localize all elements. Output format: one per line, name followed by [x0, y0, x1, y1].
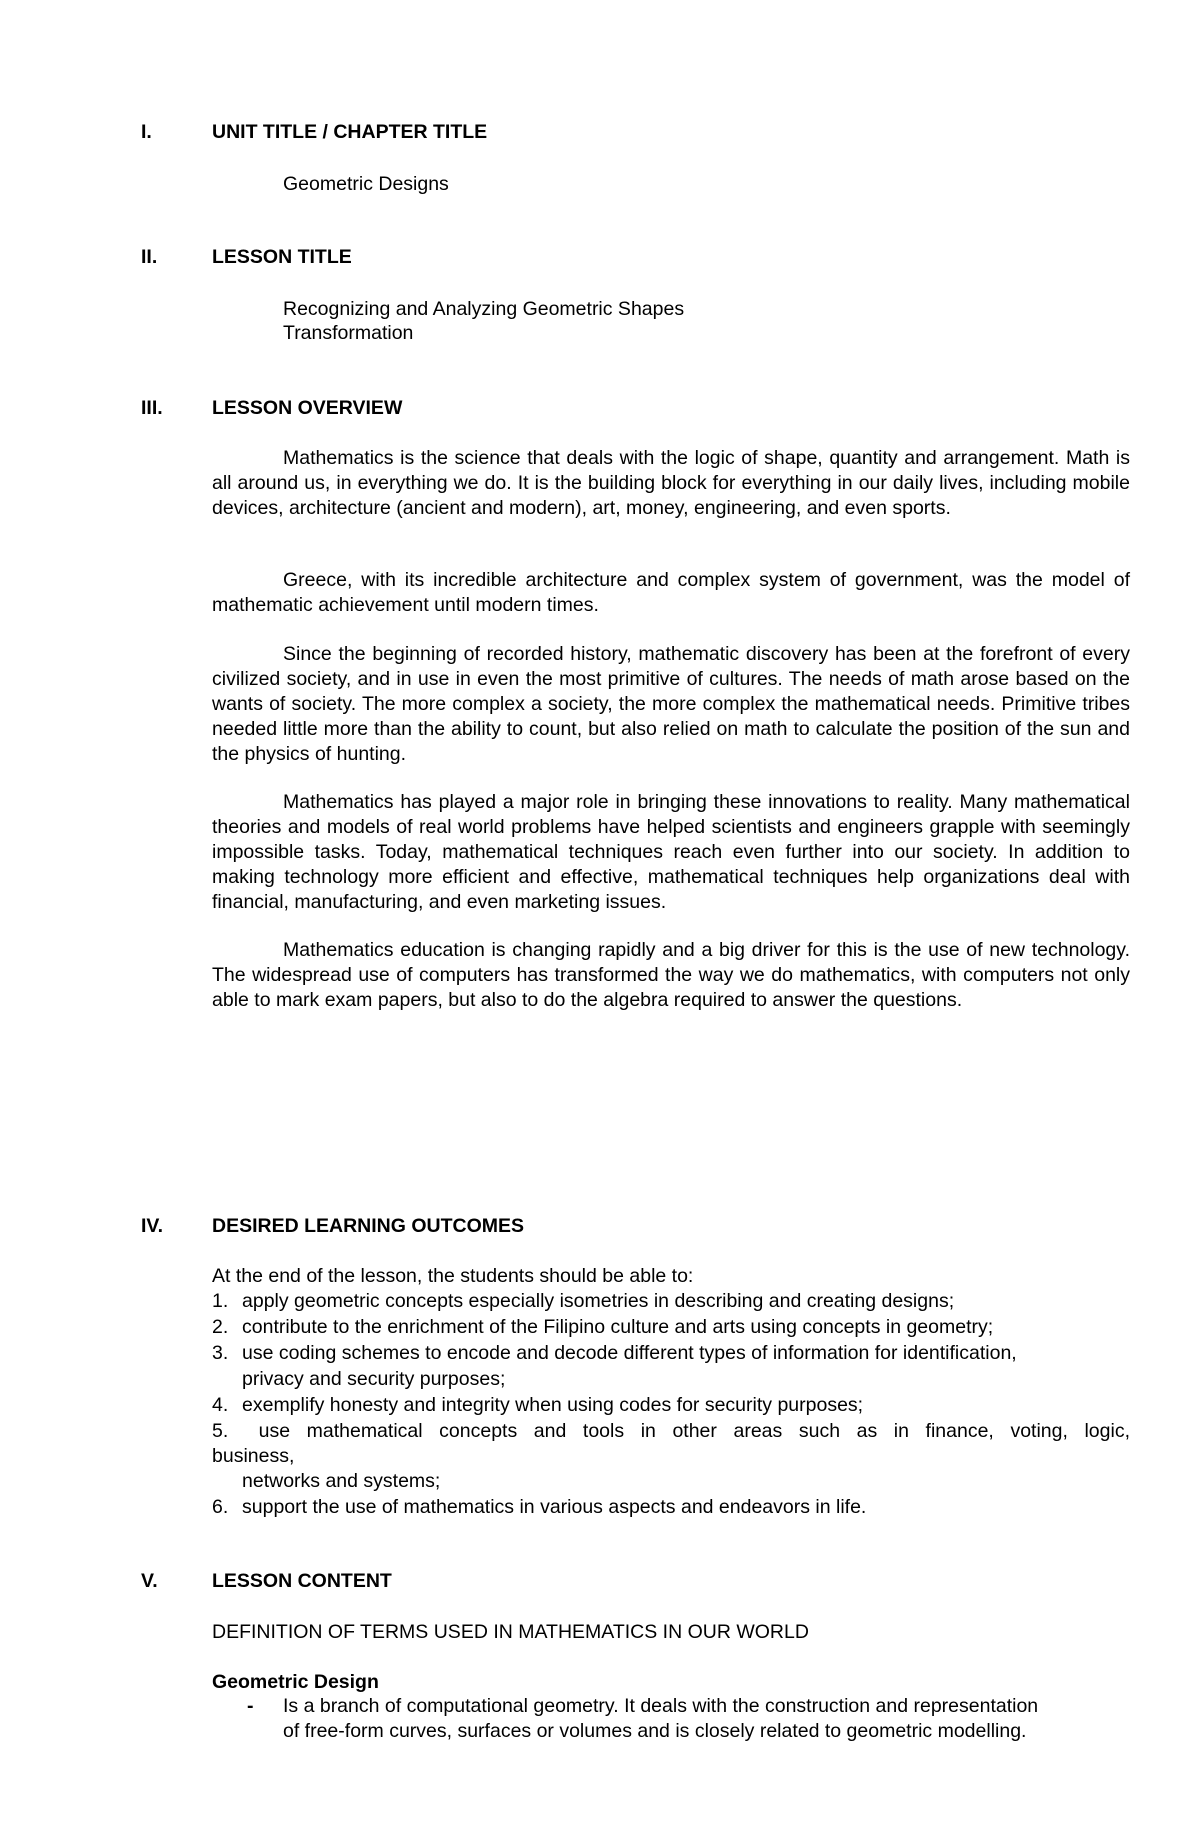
term-definition-line-2: of free-form curves, surfaces or volumes and is closely related to geometric modelling. [283, 1720, 1027, 1742]
overview-paragraph: Greece, with its incredible architecture and complex system of government, was the model of mathematic achievement until modern times. [212, 569, 1130, 616]
outcome-number: 6. [212, 1496, 229, 1518]
outcome-item [212, 1315, 1130, 1340]
outcome-text-continued: privacy and security purposes; [242, 1368, 506, 1390]
outcome-text: contribute to the enrichment of the Filipino culture and arts using concepts in geometry; [242, 1316, 994, 1338]
outcome-text: apply geometric concepts especially isometries in describing and creating designs; [242, 1290, 955, 1312]
section-2-title: LESSON TITLE [212, 246, 352, 268]
outcome-number: 3. [212, 1342, 229, 1364]
section-5-number: V. [141, 1570, 158, 1592]
outcome-text: support the use of mathematics in various aspects and endeavors in life. [242, 1496, 867, 1518]
section-3-title: LESSON OVERVIEW [212, 397, 403, 419]
overview-paragraph: Mathematics has played a major role in bringing these innovations to reality. Many mathematical theories and models of real world problems have helped scientists and engineers grapple with seemingly impossible tasks. Today, mathematical techniques reach even further into our society. In addition to making technology more efficient and effective, mathematical techniques help organizations deal with financial, manufacturing, and even marketing issues. [212, 791, 1130, 913]
term-heading: Geometric Design [212, 1671, 379, 1693]
overview-paragraph: Since the beginning of recorded history, mathematic discovery has been at the forefront of every civilized society, and in use in even the most primitive of cultures. The needs of math arose based on the wants of society. The more complex a society, the more complex the mathematical needs. Primitive tribes needed little more than the ability to count, but also relied on math to calculate the position of the sun and the physics of hunting. [212, 643, 1130, 765]
outcome-text: use coding schemes to encode and decode different types of information for identification, [242, 1342, 1017, 1364]
outcome-number: 5. [212, 1420, 229, 1442]
outcome-number: 1. [212, 1290, 229, 1312]
lesson-title-line-2: Transformation [283, 322, 414, 344]
section-5-title: LESSON CONTENT [212, 1570, 392, 1592]
overview-paragraph: Mathematics is the science that deals with the logic of shape, quantity and arrangement. Math is all around us, in everything we do. It is the building block for everything in our daily lives, including mobile devices, architecture (ancient and modern), art, money, engineering, and even sports. [212, 447, 1130, 519]
outcome-text-continued: networks and systems; [242, 1470, 441, 1492]
outcome-item [212, 1495, 1130, 1520]
section-2-number: II. [141, 246, 158, 268]
overview-paragraph-3-block [212, 642, 1130, 767]
outcomes-intro: At the end of the lesson, the students should be able to: [212, 1265, 694, 1287]
section-4-title: DESIRED LEARNING OUTCOMES [212, 1215, 525, 1237]
outcome-text-continued: business, [212, 1445, 295, 1467]
section-1-number: I. [141, 121, 152, 143]
outcome-item [212, 1393, 1130, 1418]
outcome-item [212, 1419, 1130, 1444]
overview-paragraph-2-block [212, 568, 1130, 618]
overview-paragraph: Mathematics education is changing rapidly and a big driver for this is the use of new technology. The widespread use of computers has transformed the way we do mathematics, with computers not only able to mark exam papers, but also to do the algebra required to answer the questions. [212, 939, 1130, 1011]
outcome-item [212, 1289, 1130, 1314]
section-1-title: UNIT TITLE / CHAPTER TITLE [212, 121, 488, 143]
outcome-text: use mathematical concepts and tools in other areas such as in finance, voting, logic, [258, 1420, 1130, 1442]
outcome-item [212, 1341, 1130, 1366]
section-3-number: III. [141, 397, 163, 419]
outcome-number: 2. [212, 1316, 229, 1338]
overview-paragraph-4-block [212, 790, 1130, 915]
bullet-dash: - [247, 1695, 254, 1717]
overview-paragraph-5-block [212, 938, 1130, 1013]
section-4-number: IV. [141, 1215, 164, 1237]
term-definition-line-1: Is a branch of computational geometry. It deals with the construction and representation [283, 1695, 1039, 1717]
overview-paragraph-1-block [212, 446, 1130, 521]
content-subheading: DEFINITION OF TERMS USED IN MATHEMATICS IN OUR WORLD [212, 1621, 809, 1643]
outcome-text: exemplify honesty and integrity when using codes for security purposes; [242, 1394, 864, 1416]
outcome-number: 4. [212, 1394, 229, 1416]
unit-title-text: Geometric Designs [283, 173, 449, 195]
lesson-title-line-1: Recognizing and Analyzing Geometric Shapes [283, 298, 685, 320]
